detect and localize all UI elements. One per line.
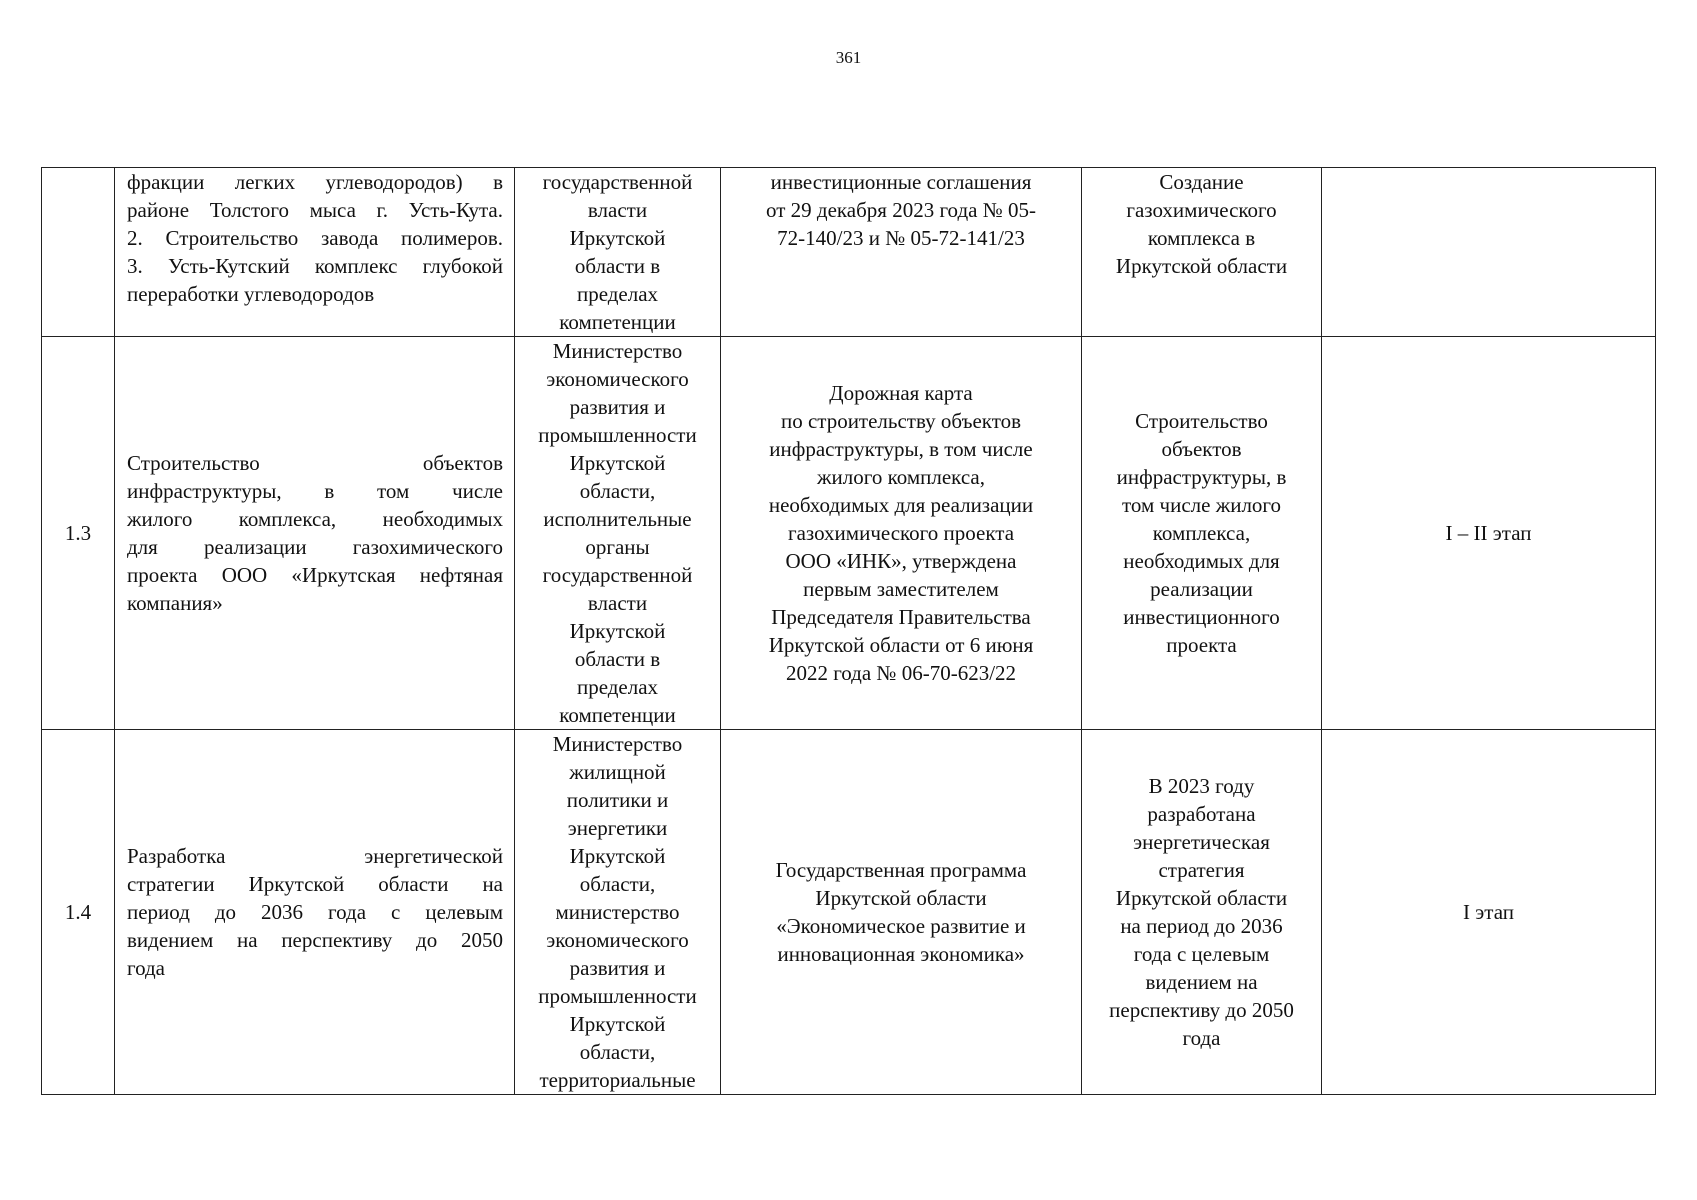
result-cell xyxy=(1082,168,1322,337)
text-line: развития и xyxy=(569,395,666,419)
result-text xyxy=(1082,168,1321,280)
measure-name-cell xyxy=(115,337,515,730)
table-row xyxy=(42,337,1656,730)
text-line: том числе жилого xyxy=(1121,493,1282,517)
text-line: власти xyxy=(587,198,648,222)
text-line: В 2023 году xyxy=(1148,774,1255,798)
text-line: газохимического xyxy=(1126,198,1277,222)
text-line: 2022 года № 06-70-623/22 xyxy=(785,661,1017,685)
text-line: Иркутской области xyxy=(815,886,987,910)
text-line: министерство xyxy=(555,900,680,924)
text-line: энергетическая xyxy=(1133,830,1270,854)
row-number-cell: 1.3 xyxy=(42,337,115,730)
text-line: Иркутской области xyxy=(1115,886,1288,910)
text-line: инновационная экономика» xyxy=(777,942,1025,966)
stage-cell: I – II этап xyxy=(1322,337,1656,730)
text-line: промышленности xyxy=(538,423,697,447)
text-line: власти xyxy=(587,591,648,615)
basis-cell xyxy=(721,730,1082,1095)
text-line: жилого комплекса, xyxy=(817,465,985,489)
text-line: Председателя Правительства xyxy=(771,605,1031,629)
text-line: области, xyxy=(579,479,656,503)
text-line: Создание xyxy=(1159,170,1244,194)
text-line: политики и xyxy=(566,788,669,812)
row-number-cell: 1.4 xyxy=(42,730,115,1095)
text-line: Министерство xyxy=(552,339,683,363)
text-line: 72-140/23 и № 05-72-141/23 xyxy=(777,226,1025,250)
text-line: области в xyxy=(574,254,661,278)
text-line: видением на xyxy=(1145,970,1258,994)
text-line: инвестиционного xyxy=(1123,605,1280,629)
basis-cell xyxy=(721,337,1082,730)
text-line: первым заместителем xyxy=(803,577,999,601)
executor-text xyxy=(515,730,720,1094)
text-line: области, xyxy=(579,872,656,896)
text-line: проекта ООО «Иркутская нефтяная xyxy=(127,563,503,587)
plan-table xyxy=(41,167,1656,1095)
result-text xyxy=(1082,772,1321,1052)
result-cell xyxy=(1082,337,1322,730)
text-line: фракции легких углеводородов) в xyxy=(127,170,503,194)
page-number: 361 xyxy=(835,48,862,67)
text-line: ООО «ИНК», утверждена xyxy=(785,549,1017,573)
text-line: инфраструктуры, в xyxy=(1116,465,1287,489)
stage-cell xyxy=(1322,168,1656,337)
table-row xyxy=(42,730,1656,1095)
text-line: перспективу до 2050 xyxy=(1109,998,1294,1022)
text-line: стратегии Иркутской области на xyxy=(127,872,503,896)
text-line: года xyxy=(127,956,165,980)
text-line: Иркутской области xyxy=(1115,254,1288,278)
text-line: года xyxy=(1182,1026,1221,1050)
text-line: пределах xyxy=(576,675,659,699)
text-line: комплекса, xyxy=(1152,521,1251,545)
text-line: жилого комплекса, необходимых xyxy=(127,507,503,531)
text-line: Строительство xyxy=(1135,409,1268,433)
text-line: инвестиционные соглашения xyxy=(770,170,1032,194)
text-line: комплекса в xyxy=(1147,226,1256,250)
text-line: 2. Строительство завода полимеров. xyxy=(127,226,503,250)
text-line: экономического xyxy=(546,928,689,952)
executor-cell xyxy=(515,730,721,1095)
text-line: реализации xyxy=(1150,577,1253,601)
text-line: исполнительные xyxy=(543,507,692,531)
executor-cell xyxy=(515,337,721,730)
text-line: районе Толстого мыса г. Усть-Кута. xyxy=(127,198,503,222)
text-line: жилищной xyxy=(569,760,666,784)
text-line: на период до 2036 xyxy=(1120,914,1283,938)
text-line: необходимых для реализации xyxy=(768,493,1034,517)
text-line: необходимых для xyxy=(1123,549,1280,573)
text-line: территориальные xyxy=(539,1068,696,1092)
text-line: 3. Усть-Кутский комплекс глубокой xyxy=(127,254,503,278)
row-number-cell xyxy=(42,168,115,337)
text-line: государственной xyxy=(542,170,693,194)
text-line: видением на перспективу до 2050 xyxy=(127,928,503,952)
basis-text xyxy=(721,168,1081,252)
text-line: энергетики xyxy=(567,816,668,840)
basis-text xyxy=(721,379,1081,687)
text-line: период до 2036 года с целевым xyxy=(127,900,503,924)
text-line: стратегия xyxy=(1158,858,1245,882)
text-line: экономического xyxy=(546,367,689,391)
text-line: Разработка энергетической xyxy=(127,844,503,868)
measure-name-cell xyxy=(115,730,515,1095)
basis-cell xyxy=(721,168,1082,337)
text-line: государственной xyxy=(542,563,693,587)
text-line: Иркутской xyxy=(569,451,666,475)
measure-name-text xyxy=(127,168,503,308)
text-line: Иркутской xyxy=(569,226,666,250)
measure-name-cell xyxy=(115,168,515,337)
result-cell xyxy=(1082,730,1322,1095)
text-line: промышленности xyxy=(538,984,697,1008)
text-line: Дорожная карта xyxy=(829,381,973,405)
text-line: Иркутской xyxy=(569,844,666,868)
executor-cell xyxy=(515,168,721,337)
text-line: пределах xyxy=(576,282,659,306)
text-line: от 29 декабря 2023 года № 05- xyxy=(766,198,1036,222)
text-line: компетенции xyxy=(559,310,676,334)
basis-text xyxy=(721,856,1081,968)
text-line: «Экономическое развитие и xyxy=(776,914,1026,938)
text-line: области, xyxy=(579,1040,656,1064)
text-line: разработана xyxy=(1147,802,1256,826)
measure-name-text xyxy=(127,842,503,982)
measure-name-text xyxy=(127,449,503,617)
text-line: Государственная программа xyxy=(775,858,1027,882)
text-line: для реализации газохимического xyxy=(127,535,503,559)
text-line: инфраструктуры, в том числе xyxy=(127,479,503,503)
text-line: по строительству объектов xyxy=(780,409,1022,433)
executor-text xyxy=(515,337,720,729)
text-line: газохимического проекта xyxy=(787,521,1015,545)
text-line: инфраструктуры, в том числе xyxy=(769,437,1033,461)
stage-cell: I этап xyxy=(1322,730,1656,1095)
text-line: переработки углеводородов xyxy=(127,282,375,306)
text-line: развития и xyxy=(569,956,666,980)
text-line: объектов xyxy=(1161,437,1242,461)
text-line: компетенции xyxy=(559,703,676,727)
text-line: Иркутской xyxy=(569,619,666,643)
text-line: области в xyxy=(574,647,661,671)
text-line: Иркутской области от 6 июня xyxy=(768,633,1034,657)
text-line: Министерство xyxy=(552,732,683,756)
text-line: Иркутской xyxy=(569,1012,666,1036)
text-line: года с целевым xyxy=(1133,942,1270,966)
text-line: компания» xyxy=(127,591,223,615)
executor-text xyxy=(515,168,720,336)
table-row xyxy=(42,168,1656,337)
text-line: органы xyxy=(585,535,650,559)
text-line: проекта xyxy=(1166,633,1237,657)
text-line: Строительство объектов xyxy=(127,451,503,475)
result-text xyxy=(1082,407,1321,659)
